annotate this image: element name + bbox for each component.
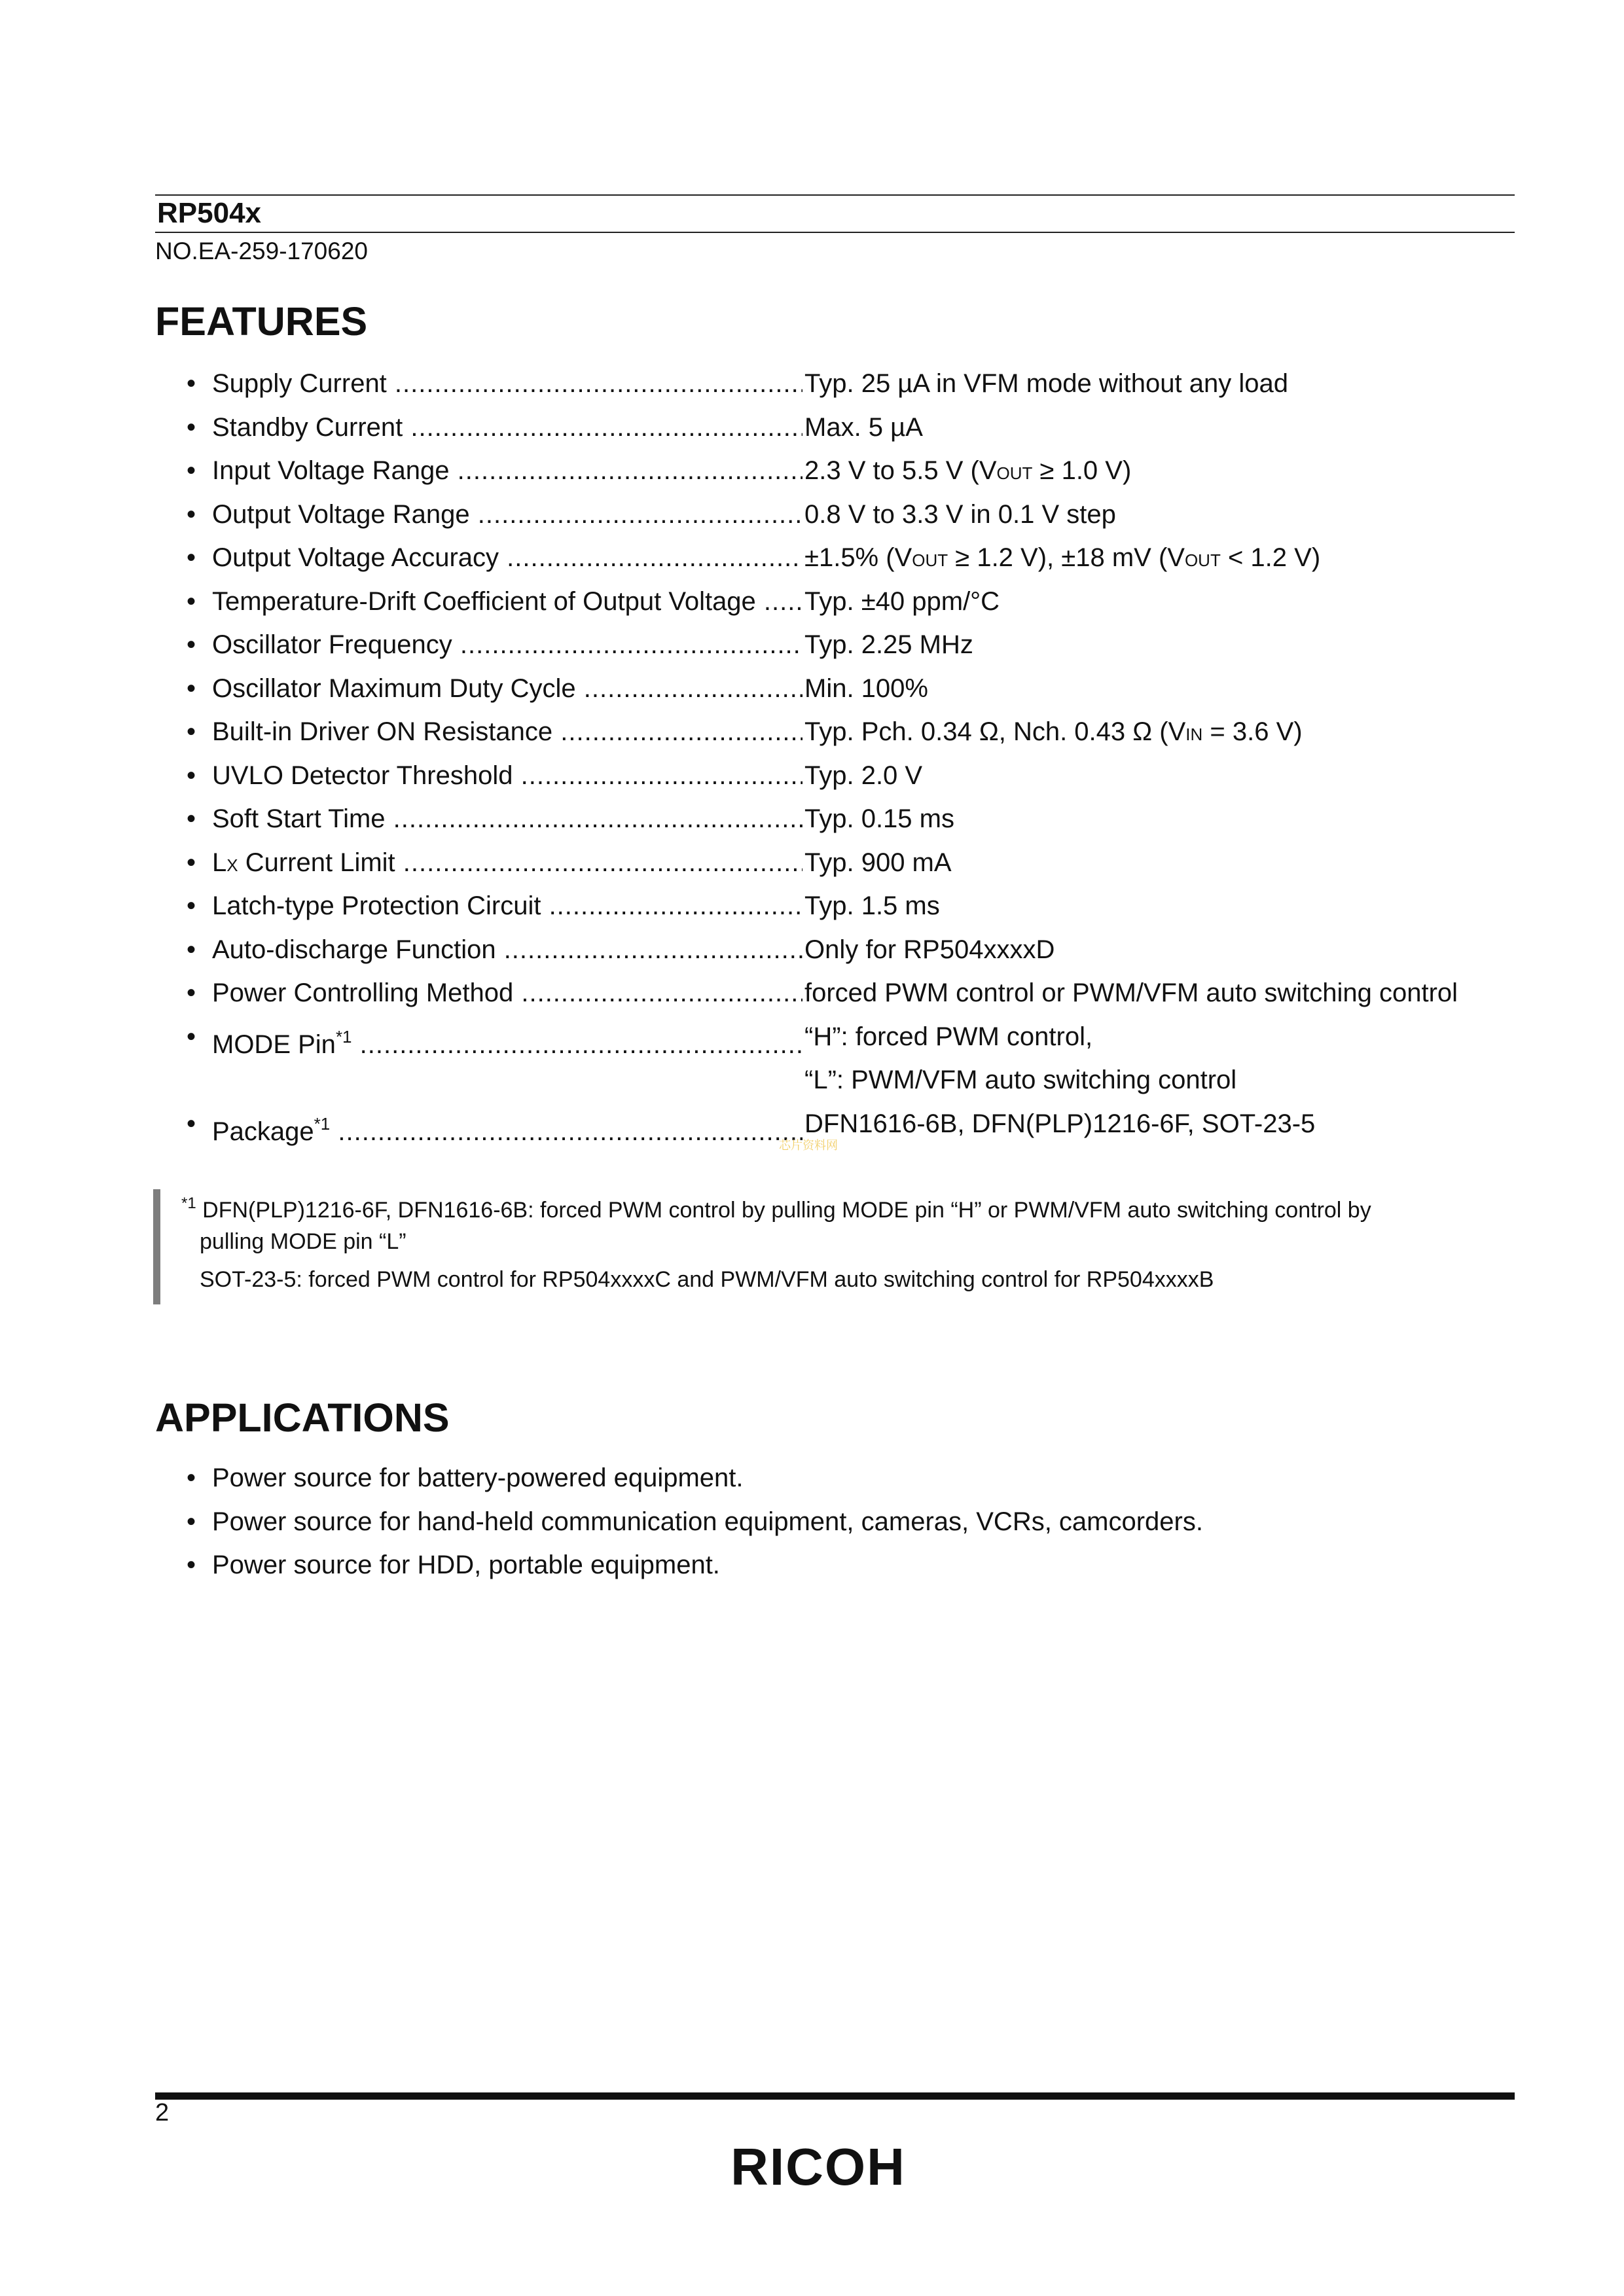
footnote-line-1: $^{*1}$ DFN(PLP)1216-6F, DFN1616-6B: forced PWM control by pulling MODE pin “H” or PWM/VFM auto switching control by <box>181 1194 1371 1223</box>
feature-row <box>0 673 1624 717</box>
bullet: • <box>187 630 196 659</box>
feature-label: LX Current Limit ..... <box>212 847 803 881</box>
feature-row <box>0 368 1624 412</box>
feature-value: Typ. 2.25 MHz <box>804 630 973 659</box>
feature-value: forced PWM control or PWM/VFM auto switching control <box>804 978 1458 1007</box>
bullet: • <box>187 804 196 833</box>
bullet: • <box>187 1551 196 1579</box>
ricoh-logo <box>687 2140 949 2193</box>
feature-row <box>0 455 1624 499</box>
feature-row <box>0 890 1624 934</box>
feature-label: Output Voltage Range ..... <box>212 499 803 530</box>
feature-label: Oscillator Frequency ..... <box>212 629 803 660</box>
feature-value: Min. 100% <box>804 673 928 703</box>
application-text: Power source for hand-held communication equipment, cameras, VCRs, camcorders. <box>212 1507 1203 1536</box>
bullet: • <box>187 935 196 964</box>
feature-value: Typ. 900 mA <box>804 848 952 877</box>
feature-label: Power Controlling Method ..... <box>212 977 803 1009</box>
footer-rule <box>155 2092 1515 2100</box>
header-top-rule <box>155 194 1515 196</box>
feature-value: ±1.5% (VOUT ≥ 1.2 V), ±18 mV (VOUT < 1.2 V) <box>804 543 1321 572</box>
feature-label: Supply Current ..... <box>212 368 803 399</box>
feature-label: Soft Start Time ..... <box>212 803 803 834</box>
feature-row <box>0 412 1624 456</box>
feature-value: 0.8 V to 3.3 V in 0.1 V step <box>804 499 1116 529</box>
feature-label: Input Voltage Range ..... <box>212 455 803 486</box>
feature-value: Typ. 0.15 ms <box>804 804 954 833</box>
bullet: • <box>187 717 196 746</box>
feature-row <box>0 803 1624 847</box>
application-item <box>0 1506 1624 1550</box>
feature-label: Output Voltage Accuracy ..... <box>212 542 803 573</box>
header-bottom-rule <box>155 232 1515 233</box>
feature-value: Typ. Pch. 0.34 Ω, Nch. 0.43 Ω (VIN = 3.6 V) <box>804 717 1303 746</box>
application-item <box>0 1549 1624 1593</box>
bullet: • <box>187 586 196 616</box>
feature-label: Latch-type Protection Circuit ..... <box>212 890 803 922</box>
logo-text: RICOH <box>731 2140 906 2193</box>
feature-label: MODE Pin$^{*1}$ ..... <box>212 1021 803 1060</box>
feature-row <box>0 716 1624 760</box>
feature-value-line2: “L”: PWM/VFM auto switching control <box>804 1065 1237 1094</box>
bullet: • <box>187 848 196 877</box>
feature-value: Typ. 2.0 V <box>804 761 923 790</box>
application-text: Power source for HDD, portable equipment. <box>212 1551 720 1579</box>
feature-value: “H”: forced PWM control, <box>804 1022 1093 1051</box>
bullet: • <box>187 1463 196 1492</box>
footnote-box <box>153 1189 1522 1304</box>
bullet: • <box>187 1109 196 1138</box>
feature-row <box>0 934 1624 978</box>
feature-label: Package$^{*1}$ ..... <box>212 1108 803 1147</box>
feature-label: Temperature-Drift Coefficient of Output Voltage ..... <box>212 586 803 617</box>
footnote-line-3: SOT-23-5: forced PWM control for RP504xxxxC and PWM/VFM auto switching control for RP504xxxxB <box>200 1267 1214 1292</box>
feature-row <box>0 847 1624 891</box>
document-number: NO.EA-259-170620 <box>155 238 368 264</box>
application-item <box>0 1462 1624 1506</box>
feature-value: Max. 5 µA <box>804 412 923 442</box>
footnote-line-2: pulling MODE pin “L” <box>200 1229 406 1254</box>
feature-value: DFN1616-6B, DFN(PLP)1216-6F, SOT-23-5 <box>804 1109 1316 1138</box>
page-number: 2 <box>155 2099 170 2126</box>
watermark-text: 芯片资料网 <box>779 1139 838 1152</box>
feature-value: Typ. 25 µA in VFM mode without any load <box>804 369 1288 398</box>
feature-label: Auto-discharge Function ..... <box>212 934 803 965</box>
features-list <box>0 368 1624 1151</box>
bullet: • <box>187 891 196 920</box>
bullet: • <box>187 673 196 703</box>
application-text: Power source for battery-powered equipment. <box>212 1463 744 1492</box>
feature-row <box>0 542 1624 586</box>
bullet: • <box>187 456 196 485</box>
bullet: • <box>187 761 196 790</box>
document-title: RP504x <box>157 197 262 229</box>
feature-row <box>0 586 1624 630</box>
bullet: • <box>187 499 196 529</box>
feature-row <box>0 977 1624 1021</box>
bullet: • <box>187 1507 196 1536</box>
feature-value: Only for RP504xxxxD <box>804 935 1055 964</box>
feature-value: Typ. 1.5 ms <box>804 891 940 920</box>
bullet: • <box>187 369 196 398</box>
applications-heading: APPLICATIONS <box>155 1395 450 1440</box>
bullet: • <box>187 412 196 442</box>
bullet: • <box>187 978 196 1007</box>
feature-row <box>0 499 1624 543</box>
features-heading: FEATURES <box>155 299 368 344</box>
feature-label: Oscillator Maximum Duty Cycle ..... <box>212 673 803 704</box>
feature-row <box>0 629 1624 673</box>
feature-label: UVLO Detector Threshold ..... <box>212 760 803 791</box>
feature-row <box>0 1021 1624 1108</box>
feature-value: Typ. ±40 ppm/°C <box>804 586 1000 616</box>
bullet: • <box>187 543 196 572</box>
feature-label: Built-in Driver ON Resistance ..... <box>212 716 803 747</box>
bullet: • <box>187 1022 196 1051</box>
feature-row <box>0 760 1624 804</box>
feature-value: 2.3 V to 5.5 V (VOUT ≥ 1.0 V) <box>804 456 1132 485</box>
feature-label: Standby Current ..... <box>212 412 803 443</box>
applications-list <box>0 1462 1624 1593</box>
